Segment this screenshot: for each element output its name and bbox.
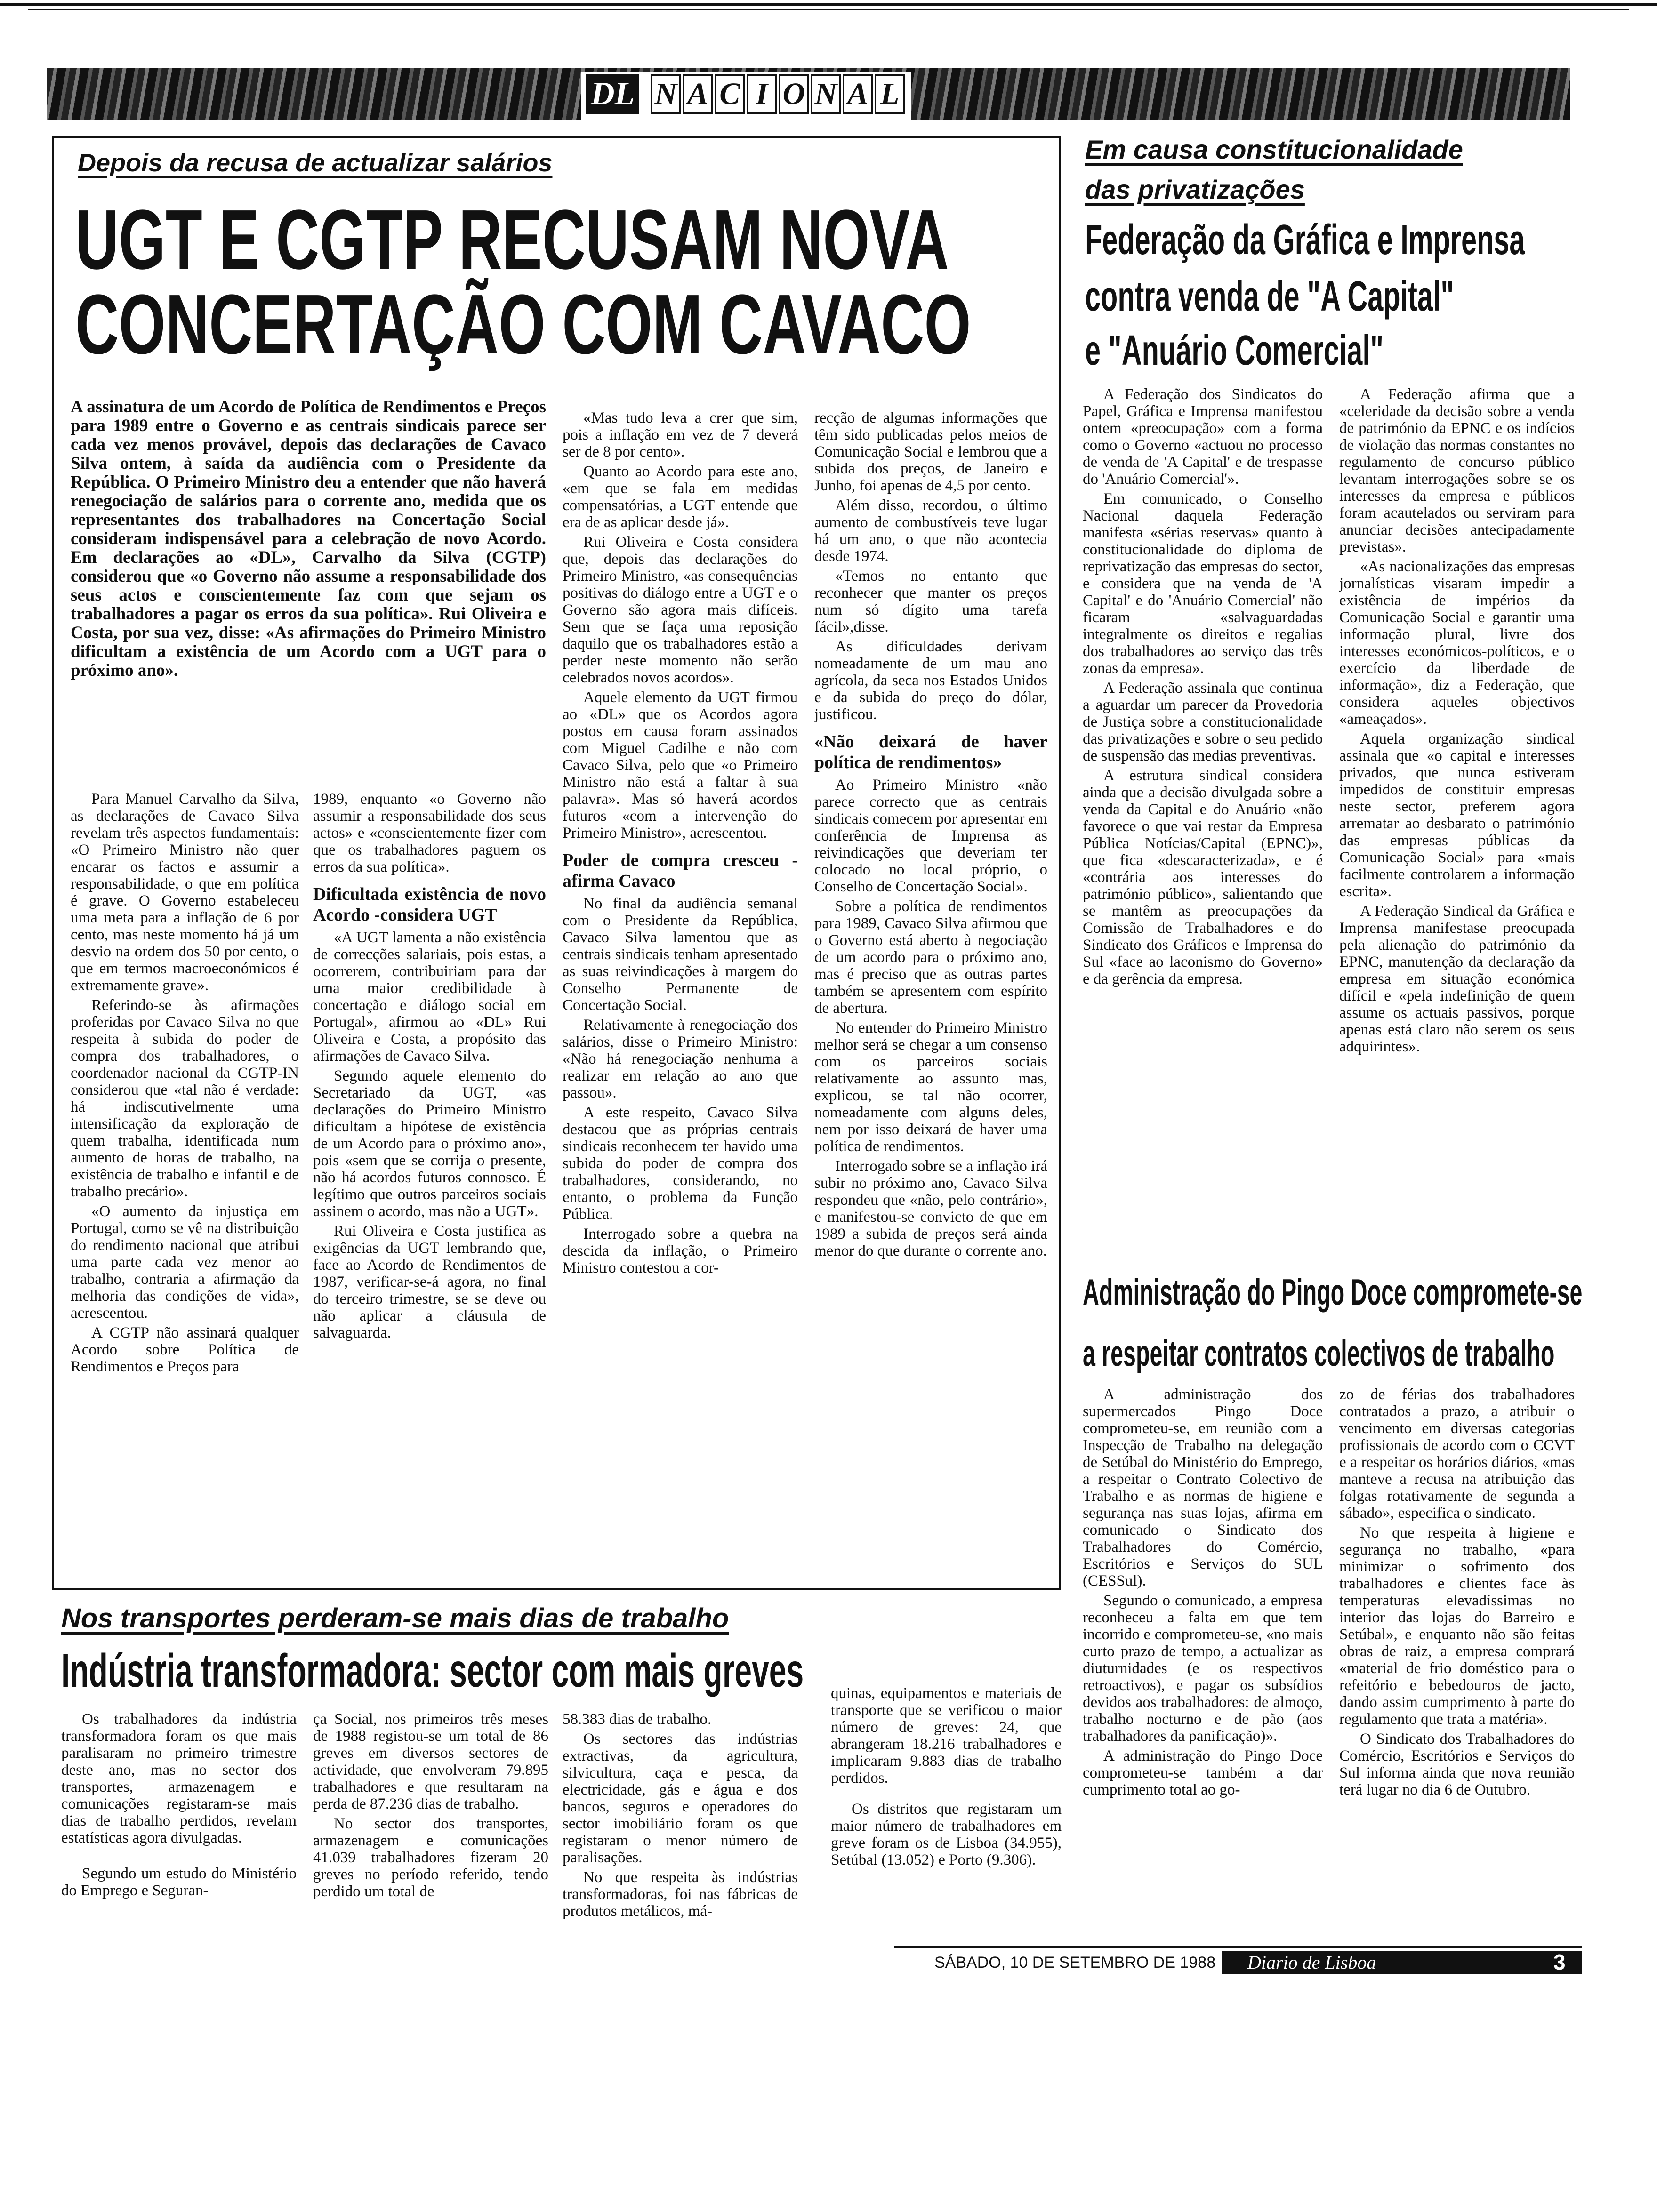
paragraph: A Federação dos Sindicatos do Papel, Gráfica e Imprensa manifestou ontem «preocupação» com a forma como o Governo «actuou no processo de venda de 'A Capital' e de trespasse do 'Anuário Comercial'». bbox=[1083, 386, 1323, 488]
top-rule bbox=[0, 3, 1657, 6]
pingo-col-1 bbox=[1083, 1386, 1323, 1937]
section-header bbox=[581, 72, 911, 122]
paragraph: Aquela organização sindical assinala que «o capital e interesses privados, que nunca estiveram impedidos de constituir empresas neste sector, preferem agora arrematar ao desbarato o património das empresas públicas da Comunicação Social» para «mais facilmente controlarem a informação escrita». bbox=[1339, 730, 1575, 900]
paragraph: zo de férias dos trabalhadores contratados a prazo, a atribuir o vencimento em diversas categorias profissionais de acordo com o CCVT e a respeitar os horários diários, «mas manteve a recusa na atribuição das folgas rotativamente de segunda a sábado», especifica o sindicato. bbox=[1339, 1386, 1575, 1522]
paragraph: Relativamente à renegociação dos salários, disse o Primeiro Ministro: «Não há renegociação nenhuma a realizar em relação ao ano que passou». bbox=[563, 1017, 798, 1101]
right-headline-line1: Federação da Gráfica e Imprensa bbox=[1085, 216, 1525, 264]
section-letter: A bbox=[843, 74, 873, 114]
paragraph: 58.383 dias de trabalho. bbox=[563, 1711, 712, 1728]
paragraph: No que respeita à higiene e segurança no trabalho, «para minimizar o sofrimento dos trabalhadores e clientes face às temperaturas elevadíssimas no interior das lojas do Barreiro e Setúbal», e enquanto não são feitas obras de raiz, a empresa comprará «material de frio doméstico para o refeitório e bebedouros de jacto, dando assim cumprimento à parte do regulamento que trata a matéria». bbox=[1339, 1524, 1575, 1728]
pingo-headline-line1: Administração do Pingo Doce compromete-se bbox=[1083, 1271, 1583, 1313]
subheading: Dificultada existência de novo Acordo -considera UGT bbox=[313, 884, 546, 925]
paragraph: No final da audiência semanal com o Presidente da República, Cavaco Silva lamentou que as centrais sindicais tenham apresentado as suas reivindicações à margem do Conselho Permanente de Concertação Social. bbox=[563, 895, 798, 1014]
paragraph: A este respeito, Cavaco Silva destacou que as próprias centrais sindicais reconhecem ter havido uma subida do poder de compra dos trabalhadores, considerando, no entanto, o problema da Função Pública. bbox=[563, 1104, 798, 1223]
paragraph: A administração dos supermercados Pingo Doce comprometeu-se, em reunião com a Inspecção de Trabalho na delegação de Setúbal do Ministério do Emprego, a respeitar o Contrato Colectivo de Trabalho e as normas de higiene e segurança nas suas lojas, afirma em comunicado o Sindicato dos Trabalhadores do Comércio, Escritórios e Serviços do SUL (CESSul). bbox=[1083, 1386, 1323, 1589]
main-col-4 bbox=[814, 409, 1047, 1574]
footer-date: SÁBADO, 10 DE SETEMBRO DE 1988 bbox=[934, 1954, 1216, 1972]
section-letter: C bbox=[715, 74, 745, 114]
paragraph: Aquele elemento da UGT firmou ao «DL» que os Acordos agora postos em causa foram assinados com Miguel Cadilhe e não com Cavaco Silva, pelo que «o Primeiro Ministro não está a faltar à sua palavra». Mas só haverá acordos futuros «com a intervenção do Primeiro Ministro», acrescentou. bbox=[563, 689, 798, 842]
footer-rule bbox=[894, 1946, 1582, 1948]
paragraph: quinas, equipamentos e materiais de transporte que se verificou o maior número de greves: 24, que abrangeram 18.216 trabalhadores e implicaram 9.883 dias de trabalho perdidos. bbox=[831, 1685, 1062, 1787]
paragraph: «A UGT lamenta a não existência de correcções salariais, pois estas, a ocorrerem, contribuiriam para dar uma maior credibilidade à concertação e diálogo social em Portugal», afirmou ao «DL» Rui Oliveira e Costa, a propósito das afirmações de Cavaco Silva. bbox=[313, 929, 546, 1065]
paragraph: Os distritos que registaram um maior número de trabalhadores em greve foram os de Lisboa (34.955), Setúbal (13.052) e Porto (9.306). bbox=[831, 1801, 1062, 1868]
paragraph: Segundo o comunicado, a empresa reconheceu a falta em que tem incorrido e comprometeu-se, «no mais curto prazo de tempo, a actualizar as diuturnidades (e os respectivos retroactivos), e pagar os subsídios devidos aos trabalhadores: de almoço, trabalho nocturno e de pão (aos trabalhadores da panificação)». bbox=[1083, 1592, 1323, 1745]
strikes-col-3 bbox=[563, 1711, 798, 1937]
main-headline-line1: UGT E CGTP RECUSAM NOVA bbox=[75, 192, 949, 287]
paragraph: Segundo um estudo do Ministério do Emprego e Seguran- bbox=[61, 1865, 297, 1899]
paragraph: O Sindicato dos Trabalhadores do Comércio, Escritórios e Serviços do Sul informa ainda que nova reunião terá lugar no dia 6 de Outubro. bbox=[1339, 1731, 1575, 1798]
pingo-col-2 bbox=[1339, 1386, 1575, 1937]
paragraph: «O aumento da injustiça em Portugal, como se vê na distribuição do rendimento nacional que atribui uma parte cada vez menor ao trabalho, contraria a afirmação da melhoria das condições de vida», acrescentou. bbox=[71, 1203, 299, 1322]
main-col-1 bbox=[71, 791, 299, 1574]
paragraph: Quanto ao Acordo para este ano, «em que se fala em medidas compensatórias, a UGT entende que era de as aplicar desde já». bbox=[563, 463, 798, 531]
section-letter: I bbox=[747, 74, 777, 114]
paragraph: Rui Oliveira e Costa justifica as exigências da UGT lembrando que, face ao Acordo de Rendimentos de 1987, verificar-se-á agora, no final do terceiro trimestre, se se deve ou não aplicar a cláusula de salvaguarda. bbox=[313, 1223, 546, 1341]
paragraph: «As nacionalizações das empresas jornalísticas visaram impedir a existência de impérios da Comunicação Social e garantir uma informação plural, livre dos interesses económicos-políticos, e o exercício da liberdade de informação», diz a Federação, que considera aqueles objectivos «ameaçados». bbox=[1339, 558, 1575, 728]
paragraph: «Mas tudo leva a crer que sim, pois a inflação em vez de 7 deverá ser de 8 por cento». bbox=[563, 409, 798, 460]
dl-logo: DL bbox=[586, 74, 639, 114]
strikes-col-4 bbox=[831, 1685, 1062, 1934]
paragraph: Para Manuel Carvalho da Silva, as declarações de Cavaco Silva revelam três aspectos fundamentais: «O Primeiro Ministro não quer encarar os factos e assumir a responsabilidade, o que em política é grave. O Governo estabeleceu uma meta para a inflação de 6 por cento, mas neste momento há já um desvio na ordem dos 50 por cento, o que em termos macroeconómicos é extremamente grave». bbox=[71, 791, 299, 994]
main-lead: A assinatura de um Acordo de Política de Rendimentos e Preços para 1989 entre o Governo e as centrais sindicais parece ser cada vez menos provável, depois das declarações de Cavaco Silva ontem, à saída da audiência com o Presidente da República. O Primeiro Ministro deu a entender que não haverá renegociação de salários para o corrente ano, medida que os representantes dos trabalhadores na Concertação Social consideram indispensável para a celebração de novo Acordo. Em declarações ao «DL», Carvalho da Silva (CGTP) considerou que «o Governo não assume a responsabilidade dos seus actos e conscientemente faz com que sejam os trabalhadores a pagar os erros da sua política». Rui Oliveira e Costa, por sua vez, disse: «As afirmações do Primeiro Ministro dificultam a existência de um Acordo com a UGT para o próximo ano». bbox=[71, 397, 546, 680]
section-letter: L bbox=[875, 74, 905, 114]
section-letter: N bbox=[651, 74, 681, 114]
top-rule-thin bbox=[28, 9, 1629, 10]
pingo-headline-line2: a respeitar contratos colectivos de trabalho bbox=[1083, 1332, 1555, 1374]
right-headline-line2: contra venda de "A Capital" bbox=[1085, 273, 1454, 320]
paragraph: Os sectores das indústrias extractivas, da agricultura, silvicultura, caça e pesca, da electricidade, gás e água e dos bancos, seguros e operadores do sector imobiliário foram os que registaram o menor número de paralisações. bbox=[563, 1731, 798, 1866]
paragraph: Referindo-se às afirmações proferidas por Cavaco Silva no que respeita à subida do poder de compra dos trabalhadores, o coordenador nacional da CGTP-IN considerou que «tal não é verdade: há indiscutivelmente uma intensificação da exploração de quem trabalha, identificada num aumento de horas de trabalho, na existência de trabalho e infantil e de trabalho precário». bbox=[71, 997, 299, 1200]
main-col-2 bbox=[313, 791, 546, 1574]
paragraph: A administração do Pingo Doce comprometeu-se também a dar cumprimento total ao go- bbox=[1083, 1747, 1323, 1798]
paragraph: No que respeita às indústrias transformadoras, foi nas fábricas de produtos metálicos, má- bbox=[563, 1869, 798, 1920]
paragraph: Além disso, recordou, o último aumento de combustíveis teve lugar há um ano, o que não acontecia desde 1974. bbox=[814, 497, 1047, 565]
paragraph: A CGTP não assinará qualquer Acordo sobre Política de Rendimentos e Preços para bbox=[71, 1324, 299, 1375]
footer-page-number: 3 bbox=[1553, 1950, 1566, 1974]
paragraph: 1989, enquanto «o Governo não assumir a responsabilidade dos seus actos» e «conscientemente fizer com que os trabalhadores paguem os erros da sua política». bbox=[313, 791, 546, 875]
right-kicker-line1: Em causa constitucionalidade bbox=[1085, 135, 1463, 164]
paragraph: As dificuldades derivam nomeadamente de um mau ano agrícola, da seca nos Estados Unidos e da subida do preço do dólar, justificou. bbox=[814, 638, 1047, 723]
footer-masthead: Diario de Lisboa bbox=[1247, 1952, 1376, 1973]
paragraph: A estrutura sindical considera ainda que a decisão divulgada sobre a venda da Capital e do Anuário «não favorece o que vai restar da Empresa Pública Notícias/Capital (EPNC)», que fica «descaracterizada», e é «contrária aos interesses do património público», salientando que se mantêm as preocupações da Comissão de Trabalhadores e do Sindicato dos Gráficos e Imprensa do Sul «face ao laconismo do Governo» e da gerência da empresa. bbox=[1083, 767, 1323, 987]
paragraph: No entender do Primeiro Ministro melhor será se chegar a um consenso com os parceiros sociais relativamente ao assunto mas, explicou, se tal não ocorrer, nomeadamente com alguns deles, nem por isso deixará de haver uma política de rendimentos. bbox=[814, 1019, 1047, 1155]
paragraph: A Federação assinala que continua a aguardar um parecer da Provedoria de Justiça sobre a constitucionalidade das privatizações e sobre o seu pedido de suspensão das medias preventivas. bbox=[1083, 680, 1323, 764]
paragraph: «Temos no entanto que reconhecer que manter os preços num só dígito uma tarefa fácil»,disse. bbox=[814, 568, 1047, 635]
paragraph: recção de algumas informações que têm sido publicadas pelos meios de Comunicação Social e lembrou que a subida dos preços, de Janeiro e Junho, foi apenas de 4,5 por cento. bbox=[814, 409, 1047, 494]
paragraph: ça Social, nos primeiros três meses de 1988 registou-se um total de 86 greves em diversos sectores de actividade, que envolveram 79.895 trabalhadores e que resultaram na perda de 87.236 dias de trabalho. bbox=[313, 1711, 548, 1812]
paragraph: Em comunicado, o Conselho Nacional daquela Federação manifesta «sérias reservas» quanto à constitucionalidade do diploma de reprivatização das empresas do sector, e considera que na venda de 'A Capital' e do 'Anuário Comercial' não ficaram «salvaguardadas integralmente os direitos e regalias dos trabalhadores ao serviço das três zonas da empresa». bbox=[1083, 490, 1323, 677]
paragraph: No sector dos transportes, armazenagem e comunicações 41.039 trabalhadores fizeram 20 greves no período referido, tendo perdido um total de bbox=[313, 1815, 548, 1900]
section-letter: A bbox=[683, 74, 713, 114]
right-headline-line3: e "Anuário Comercial" bbox=[1085, 327, 1384, 374]
section-letter: N bbox=[811, 74, 841, 114]
main-kicker: Depois da recusa de actualizar salários bbox=[78, 149, 553, 177]
main-col-3 bbox=[563, 409, 798, 1574]
paragraph: Ao Primeiro Ministro «não parece correcto que as centrais sindicais comecem por apresentar em conferência de Imprensa as reivindicações que deveriam ter colocado no local próprio, o Conselho de Concertação Social». bbox=[814, 777, 1047, 895]
subheading: Poder de compra cresceu - afirma Cavaco bbox=[563, 850, 798, 891]
strikes-col-1 bbox=[61, 1711, 297, 1937]
strikes-kicker: Nos transportes perderam-se mais dias de trabalho bbox=[61, 1603, 729, 1634]
paragraph: Sobre a política de rendimentos para 1989, Cavaco Silva afirmou que o Governo está aberto à negociação de um acordo para o próximo ano, mas é preciso que as outras partes também se apresentem com espírito de abertura. bbox=[814, 898, 1047, 1017]
strikes-col-2 bbox=[313, 1711, 548, 1937]
main-headline-line2: CONCERTAÇÃO COM CAVACO bbox=[75, 277, 971, 372]
paragraph: A Federação Sindical da Gráfica e Imprensa manifestase preocupada pela alienação do património da EPNC, manutenção da declaração da empresa em situação económica difícil e «pela indefinição de quem assume os actuais passivos, porque apenas está claro não serem os seus adquirintes». bbox=[1339, 903, 1575, 1055]
paragraph: Os trabalhadores da indústria transformadora foram os que mais paralisaram no primeiro trimestre deste ano, mas no sector dos transportes, armazenagem e comunicações registaram-se mais dias de trabalho perdidos, revelam estatísticas agora divulgadas. bbox=[61, 1711, 297, 1846]
strikes-headline: Indústria transformadora: sector com mais greves bbox=[61, 1644, 804, 1697]
paragraph: Interrogado sobre a quebra na descida da inflação, o Primeiro Ministro contestou a cor- bbox=[563, 1226, 798, 1276]
paragraph: Interrogado sobre se a inflação irá subir no próximo ano, Cavaco Silva respondeu que «não, pelo contrário», e manifestou-se convicto de que em 1989 a subida de preços será ainda menor do que durante o corrente ano. bbox=[814, 1158, 1047, 1259]
right-col-1 bbox=[1083, 386, 1323, 1261]
section-letter: O bbox=[779, 74, 809, 114]
right-kicker-line2: das privatizações bbox=[1085, 175, 1305, 204]
paragraph: Rui Oliveira e Costa considera que, depois das declarações do Primeiro Ministro, «as consequências positivas do diálogo entre a UGT e o Governo são agora mais difíceis. Sem que se faça uma reposição daquilo que os trabalhadores estão a perder neste momento não serão celebrados novos acordos». bbox=[563, 534, 798, 686]
right-col-2 bbox=[1339, 386, 1575, 1261]
subheading: «Não deixará de haver política de rendimentos» bbox=[814, 732, 1047, 772]
paragraph: Segundo aquele elemento do Secretariado da UGT, «as declarações do Primeiro Ministro dificultam a hipótese de existência de um Acordo para o próximo ano», pois «sem que se corrija o presente, não há acordos futuros connosco. É legítimo que outros parceiros sociais assinem o acordo, mas não a UGT». bbox=[313, 1067, 546, 1220]
paragraph: A Federação afirma que a «celeridade da decisão sobre a venda de património da EPNC e os indícios de violação das normas constantes no regulamento de concurso público levantam interrogações sobre se os interesses da empresa e públicos foram acautelados ou serviram para anunciar decisões antecipadamente previstas». bbox=[1339, 386, 1575, 555]
